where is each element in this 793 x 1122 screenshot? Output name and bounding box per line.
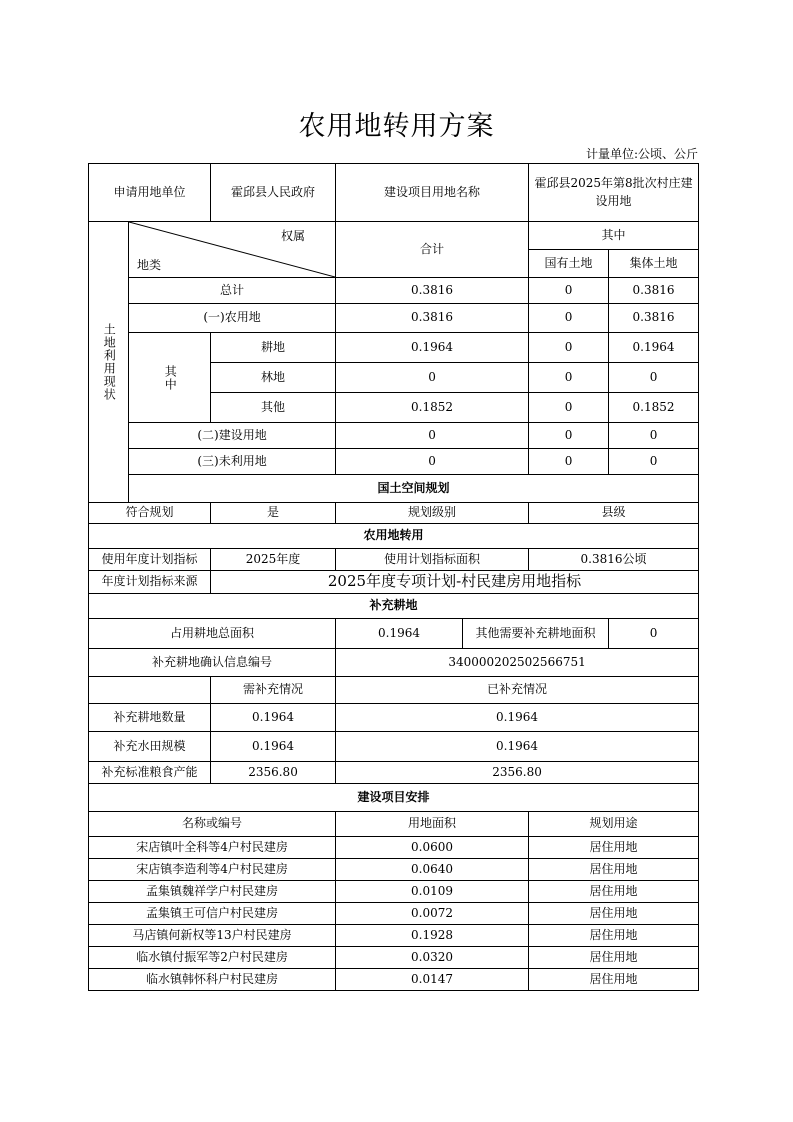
level-value: 县级: [529, 503, 699, 524]
row-total: 0.3816: [336, 304, 529, 333]
row-total: 0: [336, 423, 529, 449]
other-label: 其他需要补充耕地面积: [463, 618, 609, 648]
project-use: 居住用地: [529, 968, 699, 990]
state-col-header: 国有土地: [529, 250, 609, 278]
row-state: 0: [529, 304, 609, 333]
project-area: 0.1928: [336, 924, 529, 946]
row-state: 0: [529, 333, 609, 363]
year-value: 2025年度: [211, 549, 336, 571]
project-use: 居住用地: [529, 946, 699, 968]
page-title: 农用地转用方案: [298, 111, 495, 142]
supp-row-done: 2356.80: [336, 761, 699, 783]
row-total: 0.3816: [336, 278, 529, 304]
project-label: 建设项目用地名称: [336, 164, 529, 222]
project-value: 霍邱县2025年第8批次村庄建设用地: [529, 164, 699, 222]
year-label: 使用年度计划指标: [89, 549, 211, 571]
among-rows-label: [129, 333, 211, 423]
row-label: 林地: [211, 363, 336, 393]
row-collective: 0.1964: [609, 333, 699, 363]
row-collective: 0.3816: [609, 278, 699, 304]
supp-row-label: 补充水田规模: [89, 731, 211, 761]
project-name: 临水镇韩怀科户村民建房: [89, 968, 336, 990]
project-name: 孟集镇魏祥学户村民建房: [89, 880, 336, 902]
row-collective: 0.3816: [609, 304, 699, 333]
project-name: 孟集镇王可信户村民建房: [89, 902, 336, 924]
total-col-header: 合计: [336, 222, 529, 278]
unit-note: 计量单位:公顷、公斤: [585, 147, 698, 161]
row-state: 0: [529, 449, 609, 475]
land-use-vertical-label: 土地利用现状: [102, 323, 117, 401]
confirm-value: 340000202502566751: [336, 648, 699, 676]
row-label: (一)农用地: [129, 304, 336, 333]
row-collective: 0: [609, 363, 699, 393]
project-area: 0.0109: [336, 880, 529, 902]
projects-section: 建设项目安排: [89, 783, 699, 811]
project-area: 0.0600: [336, 836, 529, 858]
row-total: 0.1964: [336, 333, 529, 363]
project-area: 0.0072: [336, 902, 529, 924]
row-total: 0: [336, 449, 529, 475]
blank-cell: [89, 676, 211, 703]
row-collective: 0.1852: [609, 393, 699, 423]
occupied-label: 占用耕地总面积: [89, 618, 336, 648]
project-area: 0.0640: [336, 858, 529, 880]
land-use-section-label: [89, 222, 129, 503]
applicant-label: 申请用地单位: [89, 164, 211, 222]
other-value: 0: [609, 618, 699, 648]
supp-row-need: 2356.80: [211, 761, 336, 783]
supplement-section: 补充耕地: [89, 593, 699, 618]
conform-value: 是: [211, 503, 336, 524]
area-label: 使用计划指标面积: [336, 549, 529, 571]
row-label: 耕地: [211, 333, 336, 363]
row-state: 0: [529, 393, 609, 423]
project-use: 居住用地: [529, 880, 699, 902]
source-label: 年度计划指标来源: [89, 571, 211, 594]
source-value: 2025年度专项计划-村民建房用地指标: [211, 571, 699, 594]
level-label: 规划级别: [336, 503, 529, 524]
row-total: 0.1852: [336, 393, 529, 423]
diag-top-label: 权属: [281, 229, 306, 243]
area-value: 0.3816公顷: [529, 549, 699, 571]
confirm-label: 补充耕地确认信息编号: [89, 648, 336, 676]
project-name: 临水镇付振军等2户村民建房: [89, 946, 336, 968]
supp-row-need: 0.1964: [211, 703, 336, 731]
row-state: 0: [529, 278, 609, 304]
name-col-header: 名称或编号: [89, 811, 336, 836]
row-label: (二)建设用地: [129, 423, 336, 449]
project-name: 宋店镇叶全科等4户村民建房: [89, 836, 336, 858]
project-use: 居住用地: [529, 924, 699, 946]
project-area: 0.0147: [336, 968, 529, 990]
conversion-table: [88, 163, 699, 991]
use-col-header: 规划用途: [529, 811, 699, 836]
done-col-header: 已补充情况: [336, 676, 699, 703]
row-state: 0: [529, 423, 609, 449]
row-label: (三)未利用地: [129, 449, 336, 475]
project-name: 宋店镇李造利等4户村民建房: [89, 858, 336, 880]
collective-col-header: 集体土地: [609, 250, 699, 278]
supp-row-need: 0.1964: [211, 731, 336, 761]
row-collective: 0: [609, 449, 699, 475]
project-area: 0.0320: [336, 946, 529, 968]
supp-row-done: 0.1964: [336, 731, 699, 761]
occupied-value: 0.1964: [336, 618, 463, 648]
supp-row-label: 补充标准粮食产能: [89, 761, 211, 783]
supp-row-label: 补充耕地数量: [89, 703, 211, 731]
project-use: 居住用地: [529, 836, 699, 858]
among-vertical-label: 其中: [163, 364, 178, 391]
need-col-header: 需补充情况: [211, 676, 336, 703]
project-name: 马店镇何新权等13户村民建房: [89, 924, 336, 946]
row-collective: 0: [609, 423, 699, 449]
conform-label: 符合规划: [89, 503, 211, 524]
spatial-planning-section: 国土空间规划: [129, 475, 699, 503]
conversion-section: 农用地转用: [89, 524, 699, 549]
area-col-header: 用地面积: [336, 811, 529, 836]
project-use: 居住用地: [529, 858, 699, 880]
diagonal-header-cell: [129, 222, 336, 278]
among-col-header: 其中: [529, 222, 699, 250]
diag-bottom-label: 地类: [137, 257, 162, 272]
applicant-value: 霍邱县人民政府: [211, 164, 336, 222]
supp-row-done: 0.1964: [336, 703, 699, 731]
row-state: 0: [529, 363, 609, 393]
project-use: 居住用地: [529, 902, 699, 924]
row-total: 0: [336, 363, 529, 393]
row-label: 总计: [129, 278, 336, 304]
row-label: 其他: [211, 393, 336, 423]
